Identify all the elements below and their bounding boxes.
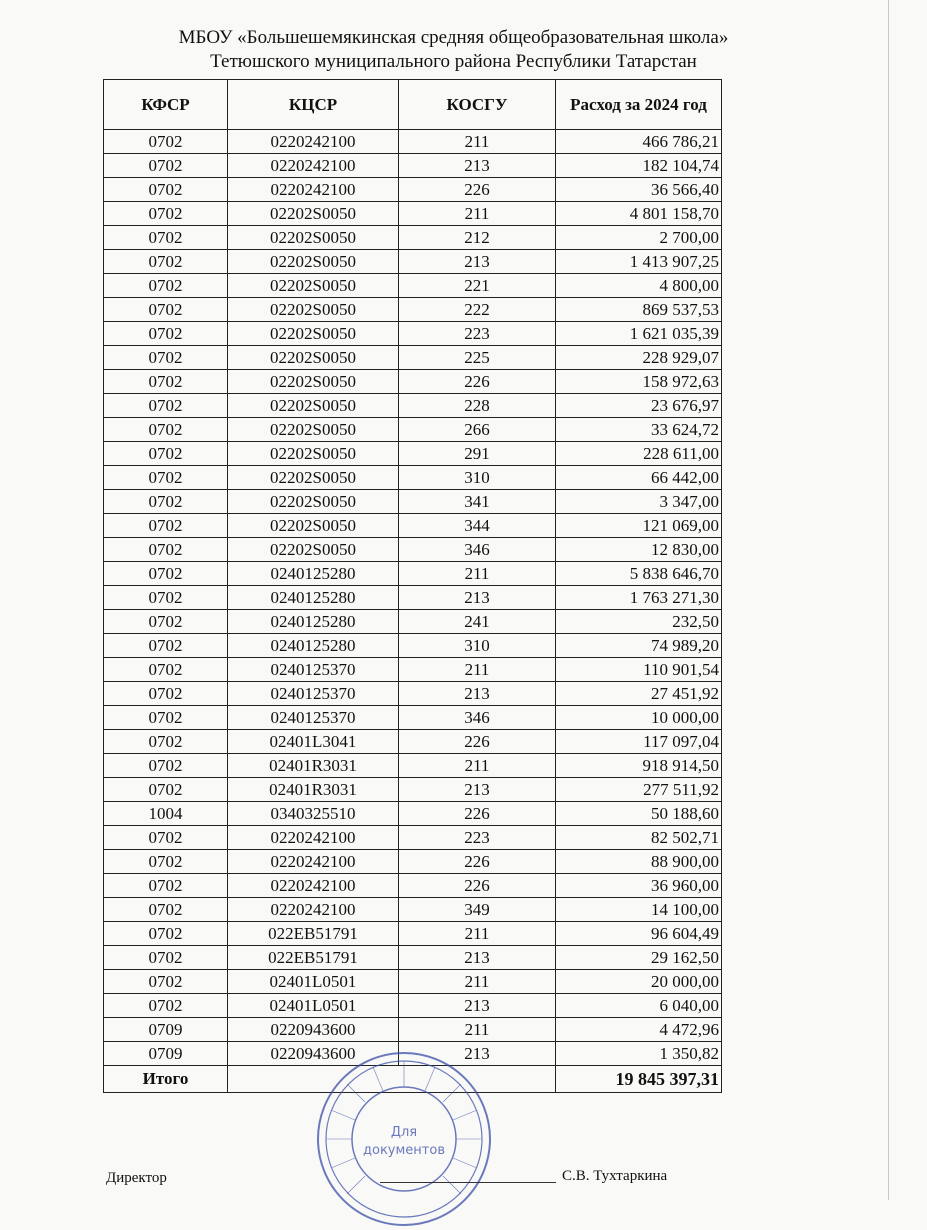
table-row <box>104 322 722 346</box>
cell-expense: 20 000,00 <box>556 970 722 994</box>
cell-expense: 12 830,00 <box>556 538 722 562</box>
table-row <box>104 682 722 706</box>
cell-kcsr: 0240125280 <box>228 634 399 658</box>
cell-expense: 228 929,07 <box>556 346 722 370</box>
table-body <box>104 130 722 1066</box>
cell-kcsr: 0240125370 <box>228 706 399 730</box>
cell-expense: 277 511,92 <box>556 778 722 802</box>
cell-kfsr: 0702 <box>104 682 228 706</box>
table-row <box>104 394 722 418</box>
cell-kcsr: 02202S0050 <box>228 298 399 322</box>
cell-expense: 4 801 158,70 <box>556 202 722 226</box>
total-label: Итого <box>104 1066 228 1093</box>
cell-kfsr: 0702 <box>104 322 228 346</box>
cell-kcsr: 02202S0050 <box>228 418 399 442</box>
cell-kfsr: 0702 <box>104 922 228 946</box>
table-row <box>104 418 722 442</box>
cell-kcsr: 02401L3041 <box>228 730 399 754</box>
cell-kcsr: 02401L0501 <box>228 994 399 1018</box>
cell-kfsr: 0702 <box>104 370 228 394</box>
cell-kosgu: 213 <box>399 682 556 706</box>
cell-kcsr: 02202S0050 <box>228 394 399 418</box>
cell-expense: 6 040,00 <box>556 994 722 1018</box>
cell-kcsr: 02202S0050 <box>228 370 399 394</box>
cell-expense: 82 502,71 <box>556 826 722 850</box>
cell-kcsr: 0220943600 <box>228 1018 399 1042</box>
cell-kfsr: 0702 <box>104 946 228 970</box>
table-row <box>104 898 722 922</box>
cell-kosgu: 291 <box>399 442 556 466</box>
cell-kcsr: 02401R3031 <box>228 778 399 802</box>
cell-kfsr: 0702 <box>104 610 228 634</box>
cell-kcsr: 0220242100 <box>228 154 399 178</box>
cell-kfsr: 0702 <box>104 706 228 730</box>
cell-kcsr: 0340325510 <box>228 802 399 826</box>
cell-kosgu: 226 <box>399 370 556 394</box>
stamp-text-1: Для <box>390 1125 418 1140</box>
cell-kcsr: 02202S0050 <box>228 226 399 250</box>
cell-expense: 88 900,00 <box>556 850 722 874</box>
cell-expense: 918 914,50 <box>556 754 722 778</box>
cell-kosgu: 211 <box>399 130 556 154</box>
cell-kfsr: 0702 <box>104 226 228 250</box>
cell-kcsr: 02202S0050 <box>228 466 399 490</box>
cell-kfsr: 0702 <box>104 898 228 922</box>
cell-kfsr: 0709 <box>104 1018 228 1042</box>
table-row <box>104 202 722 226</box>
cell-kcsr: 02202S0050 <box>228 514 399 538</box>
cell-kcsr: 02202S0050 <box>228 346 399 370</box>
table-row <box>104 970 722 994</box>
cell-kosgu: 213 <box>399 946 556 970</box>
cell-kcsr: 02401R3031 <box>228 754 399 778</box>
column-header-kosgu: КОСГУ <box>399 80 556 130</box>
cell-expense: 466 786,21 <box>556 130 722 154</box>
cell-kosgu: 226 <box>399 802 556 826</box>
table-row <box>104 154 722 178</box>
cell-expense: 232,50 <box>556 610 722 634</box>
cell-kfsr: 0702 <box>104 466 228 490</box>
cell-kcsr: 02202S0050 <box>228 322 399 346</box>
signature-position: Директор <box>106 1170 167 1186</box>
cell-expense: 1 413 907,25 <box>556 250 722 274</box>
cell-kcsr: 0220943600 <box>228 1042 399 1066</box>
cell-kfsr: 0702 <box>104 634 228 658</box>
table-row <box>104 538 722 562</box>
cell-kfsr: 0702 <box>104 778 228 802</box>
table-row <box>104 850 722 874</box>
table-row <box>104 442 722 466</box>
cell-kfsr: 0702 <box>104 130 228 154</box>
cell-kfsr: 0709 <box>104 1042 228 1066</box>
cell-expense: 3 347,00 <box>556 490 722 514</box>
cell-expense: 1 621 035,39 <box>556 322 722 346</box>
cell-kfsr: 0702 <box>104 274 228 298</box>
cell-kosgu: 211 <box>399 754 556 778</box>
table-header-row <box>104 80 722 130</box>
cell-kosgu: 211 <box>399 922 556 946</box>
cell-kcsr: 022EB51791 <box>228 946 399 970</box>
table-row <box>104 802 722 826</box>
column-header-kfsr: КФСР <box>104 80 228 130</box>
cell-kosgu: 349 <box>399 898 556 922</box>
table-row <box>104 994 722 1018</box>
cell-kcsr: 02202S0050 <box>228 202 399 226</box>
table-row <box>104 178 722 202</box>
table-row <box>104 706 722 730</box>
cell-expense: 5 838 646,70 <box>556 562 722 586</box>
cell-kfsr: 0702 <box>104 490 228 514</box>
cell-expense: 50 188,60 <box>556 802 722 826</box>
cell-kosgu: 226 <box>399 178 556 202</box>
cell-kcsr: 0220242100 <box>228 874 399 898</box>
cell-expense: 117 097,04 <box>556 730 722 754</box>
table-row <box>104 1018 722 1042</box>
table-row <box>104 922 722 946</box>
cell-kcsr: 02202S0050 <box>228 538 399 562</box>
cell-kfsr: 0702 <box>104 874 228 898</box>
table-row <box>104 274 722 298</box>
cell-kosgu: 211 <box>399 970 556 994</box>
header-line-1: МБОУ «Большешемякинская средняя общеобразовательная школа» <box>178 27 729 48</box>
expense-table <box>103 79 722 1093</box>
cell-kcsr: 0240125280 <box>228 586 399 610</box>
cell-kfsr: 0702 <box>104 730 228 754</box>
column-header-kcsr: КЦСР <box>228 80 399 130</box>
table-row <box>104 778 722 802</box>
cell-expense: 4 800,00 <box>556 274 722 298</box>
cell-kosgu: 310 <box>399 634 556 658</box>
cell-expense: 27 451,92 <box>556 682 722 706</box>
table-row <box>104 226 722 250</box>
stamp-text-2: документов <box>363 1143 445 1158</box>
cell-kcsr: 02401L0501 <box>228 970 399 994</box>
table-row <box>104 826 722 850</box>
cell-expense: 33 624,72 <box>556 418 722 442</box>
cell-kosgu: 223 <box>399 322 556 346</box>
cell-kfsr: 0702 <box>104 298 228 322</box>
table-row <box>104 874 722 898</box>
cell-kcsr: 02202S0050 <box>228 250 399 274</box>
cell-kosgu: 211 <box>399 1018 556 1042</box>
cell-kfsr: 0702 <box>104 394 228 418</box>
table-row <box>104 466 722 490</box>
cell-kfsr: 0702 <box>104 754 228 778</box>
cell-expense: 1 763 271,30 <box>556 586 722 610</box>
table-row <box>104 514 722 538</box>
cell-kosgu: 344 <box>399 514 556 538</box>
cell-kosgu: 222 <box>399 298 556 322</box>
cell-kfsr: 0702 <box>104 586 228 610</box>
table-row <box>104 586 722 610</box>
cell-kfsr: 0702 <box>104 826 228 850</box>
table-row <box>104 754 722 778</box>
signature-name: С.В. Тухтаркина <box>562 1168 668 1184</box>
cell-expense: 2 700,00 <box>556 226 722 250</box>
cell-kcsr: 02202S0050 <box>228 442 399 466</box>
cell-kosgu: 226 <box>399 850 556 874</box>
cell-expense: 228 611,00 <box>556 442 722 466</box>
cell-kosgu: 213 <box>399 154 556 178</box>
cell-kosgu: 211 <box>399 202 556 226</box>
cell-kosgu: 228 <box>399 394 556 418</box>
cell-kosgu: 226 <box>399 874 556 898</box>
cell-kfsr: 0702 <box>104 538 228 562</box>
cell-kosgu: 346 <box>399 538 556 562</box>
table-row <box>104 730 722 754</box>
cell-expense: 158 972,63 <box>556 370 722 394</box>
cell-kosgu: 241 <box>399 610 556 634</box>
table-row <box>104 946 722 970</box>
cell-kosgu: 213 <box>399 778 556 802</box>
cell-expense: 96 604,49 <box>556 922 722 946</box>
cell-kfsr: 0702 <box>104 442 228 466</box>
cell-expense: 29 162,50 <box>556 946 722 970</box>
table-row <box>104 634 722 658</box>
table-row <box>104 370 722 394</box>
cell-kcsr: 02202S0050 <box>228 274 399 298</box>
cell-kfsr: 0702 <box>104 154 228 178</box>
document-header <box>0 26 927 74</box>
cell-kfsr: 0702 <box>104 562 228 586</box>
cell-kcsr: 0220242100 <box>228 130 399 154</box>
cell-kosgu: 221 <box>399 274 556 298</box>
cell-expense: 1 350,82 <box>556 1042 722 1066</box>
column-header-expense: Расход за 2024 год <box>556 80 722 130</box>
cell-kcsr: 0240125280 <box>228 610 399 634</box>
table-row <box>104 130 722 154</box>
cell-kfsr: 0702 <box>104 250 228 274</box>
cell-expense: 4 472,96 <box>556 1018 722 1042</box>
cell-kosgu: 346 <box>399 706 556 730</box>
cell-kfsr: 0702 <box>104 178 228 202</box>
cell-kcsr: 0220242100 <box>228 178 399 202</box>
cell-kosgu: 211 <box>399 562 556 586</box>
cell-kcsr: 0220242100 <box>228 826 399 850</box>
cell-kosgu: 213 <box>399 1042 556 1066</box>
cell-kosgu: 223 <box>399 826 556 850</box>
signature-block <box>0 1164 927 1194</box>
cell-kcsr: 0240125370 <box>228 658 399 682</box>
cell-kcsr: 0220242100 <box>228 850 399 874</box>
cell-expense: 23 676,97 <box>556 394 722 418</box>
cell-kosgu: 213 <box>399 586 556 610</box>
cell-kfsr: 0702 <box>104 970 228 994</box>
cell-kfsr: 0702 <box>104 514 228 538</box>
table-row <box>104 490 722 514</box>
cell-kosgu: 226 <box>399 730 556 754</box>
cell-expense: 110 901,54 <box>556 658 722 682</box>
cell-expense: 182 104,74 <box>556 154 722 178</box>
cell-kfsr: 0702 <box>104 418 228 442</box>
cell-kfsr: 1004 <box>104 802 228 826</box>
cell-expense: 36 960,00 <box>556 874 722 898</box>
table-row <box>104 610 722 634</box>
cell-expense: 869 537,53 <box>556 298 722 322</box>
cell-kosgu: 213 <box>399 994 556 1018</box>
official-stamp <box>313 1048 495 1230</box>
cell-kcsr: 022EB51791 <box>228 922 399 946</box>
cell-expense: 14 100,00 <box>556 898 722 922</box>
cell-kosgu: 341 <box>399 490 556 514</box>
cell-kosgu: 212 <box>399 226 556 250</box>
cell-kcsr: 0220242100 <box>228 898 399 922</box>
cell-kosgu: 211 <box>399 658 556 682</box>
cell-kcsr: 0240125370 <box>228 682 399 706</box>
cell-expense: 66 442,00 <box>556 466 722 490</box>
cell-kfsr: 0702 <box>104 658 228 682</box>
cell-expense: 74 989,20 <box>556 634 722 658</box>
total-sum: 19 845 397,31 <box>556 1066 722 1093</box>
table-row <box>104 658 722 682</box>
table-row <box>104 346 722 370</box>
cell-kosgu: 225 <box>399 346 556 370</box>
page-edge-line <box>888 0 889 1200</box>
cell-expense: 36 566,40 <box>556 178 722 202</box>
cell-expense: 10 000,00 <box>556 706 722 730</box>
cell-kfsr: 0702 <box>104 850 228 874</box>
table-row <box>104 250 722 274</box>
cell-kosgu: 266 <box>399 418 556 442</box>
cell-kcsr: 0240125280 <box>228 562 399 586</box>
table-row <box>104 298 722 322</box>
cell-kosgu: 310 <box>399 466 556 490</box>
cell-expense: 121 069,00 <box>556 514 722 538</box>
header-line-2: Тетюшского муниципального района Республики Татарстан <box>210 51 697 72</box>
cell-kcsr: 02202S0050 <box>228 490 399 514</box>
cell-kfsr: 0702 <box>104 994 228 1018</box>
cell-kfsr: 0702 <box>104 202 228 226</box>
table-row <box>104 562 722 586</box>
cell-kosgu: 213 <box>399 250 556 274</box>
cell-kfsr: 0702 <box>104 346 228 370</box>
signature-line <box>380 1182 556 1183</box>
